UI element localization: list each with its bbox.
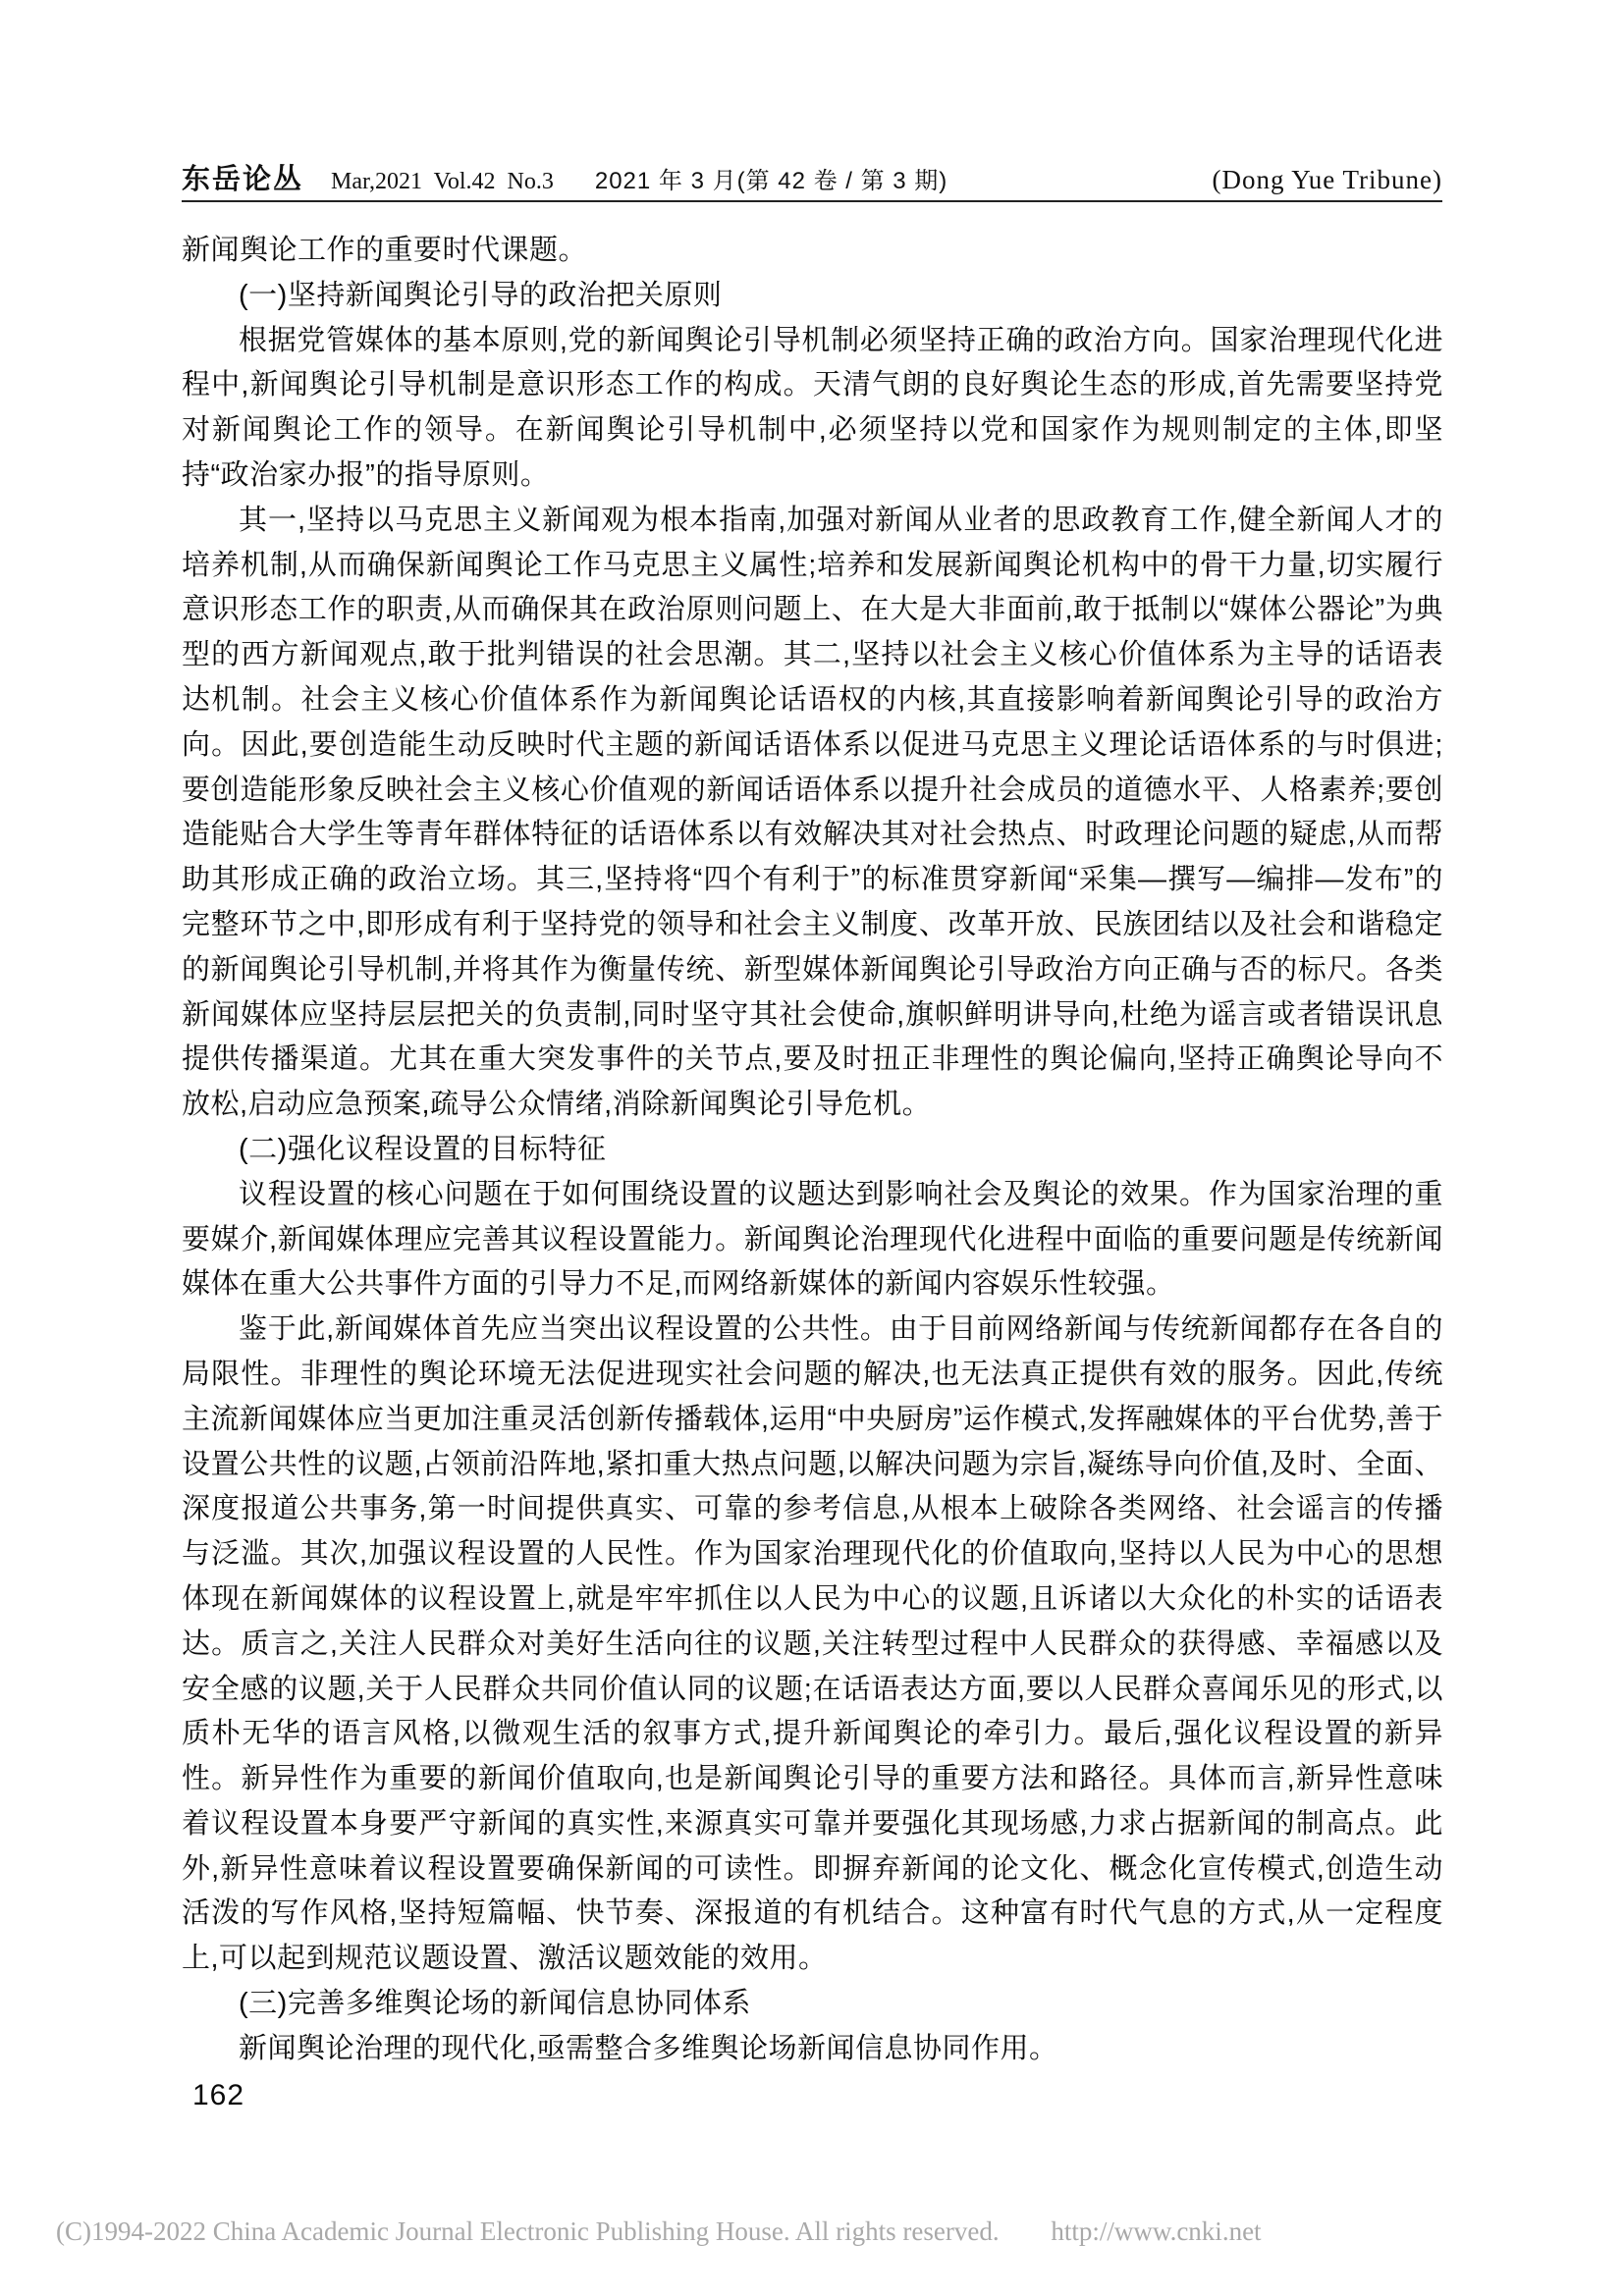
paragraph: 新闻舆论治理的现代化,亟需整合多维舆论场新闻信息协同作用。 (239, 2032, 1058, 2064)
footer-copyright: (C)1994-2022 China Academic Journal Electronic Publishing House. All rights reserved. (56, 2216, 1000, 2246)
paragraph: 新闻舆论工作的重要时代课题。 (182, 235, 588, 266)
issue-info-cn: 2021 年 3 月(第 42 卷 / 第 3 期) (594, 168, 948, 194)
journal-name-cn: 东岳论丛 (182, 157, 303, 202)
section-heading: (二)强化议程设置的目标特征 (239, 1133, 607, 1165)
paragraph: 根据党管媒体的基本原则,党的新闻舆论引导机制必须坚持正确的政治方向。国家治理现代化进程中,新闻舆论引导机制是意识形态工作的构成。天清气朗的良好舆论生态的形成,首先需要坚持党对新闻舆论工作的领导。在新闻舆论引导机制中,必须坚持以党和国家作为规则制定的主体,即坚持“政治家办报”的指导原则。 (182, 324, 1443, 491)
section-heading: (一)坚持新闻舆论引导的政治把关原则 (239, 279, 723, 311)
section-heading: (三)完善多维舆论场的新闻信息协同体系 (239, 1988, 751, 2020)
article-body (182, 229, 1443, 2072)
issue-info-en: Mar,2021 Vol.42 No.3 (331, 169, 554, 194)
paragraph: 鉴于此,新闻媒体首先应当突出议程设置的公共性。由于目前网络新闻与传统新闻都存在各自的局限性。非理性的舆论环境无法促进现实社会问题的解决,也无法真正提供有效的服务。因此,传统主流新闻媒体应当更加注重灵活创新传播载体,运用“中央厨房”运作模式,发挥融媒体的平台优势,善于设置公共性的议题,占领前沿阵地,紧扣重大热点问题,以解决问题为宗旨,凝练导向价值,及时、全面、深度报道公共事务,第一时间提供真实、可靠的参考信息,从根本上破除各类网络、社会谣言的传播与泛滥。其次,加强议程设置的人民性。作为国家治理现代化的价值取向,坚持以人民为中心的思想体现在新闻媒体的议程设置上,就是牢牢抓住以人民为中心的议题,且诉诸以大众化的朴实的话语表达。质言之,关注人民群众对美好生活向往的议题,关注转型过程中人民群众的获得感、幸福感以及安全感的议题,关于人民群众共同价值认同的议题;在话语表达方面,要以人民群众喜闻乐见的形式,以质朴无华的语言风格,以微观生活的叙事方式,提升新闻舆论的牵引力。最后,强化议程设置的新异性。新异性作为重要的新闻价值取向,也是新闻舆论引导的重要方法和路径。具体而言,新异性意味着议程设置本身要严守新闻的真实性,来源真实可靠并要强化其现场感,力求占据新闻的制高点。此外,新异性意味着议程设置要确保新闻的可读性。即摒弃新闻的论文化、概念化宣传模式,创造生动活泼的写作风格,坚持短篇幅、快节奏、深报道的有机结合。这种富有时代气息的方式,从一定程度上,可以起到规范议题设置、激活议题效能的效用。 (182, 1313, 1443, 1975)
footer-url: http://www.cnki.net (1051, 2216, 1262, 2246)
journal-name-en: (Dong Yue Tribune) (1212, 165, 1442, 194)
paragraph: 议程设置的核心问题在于如何围绕设置的议题达到影响社会及舆论的效果。作为国家治理的重要媒介,新闻媒体理应完善其议程设置能力。新闻舆论治理现代化进程中面临的重要问题是传统新闻媒体在重大公共事件方面的引导力不足,而网络新媒体的新闻内容娱乐性较强。 (182, 1178, 1443, 1301)
page-footer (56, 2216, 1262, 2247)
page-header (182, 157, 1442, 202)
header-divider (182, 200, 1442, 202)
page-number: 162 (192, 2079, 245, 2111)
paragraph: 其一,坚持以马克思主义新闻观为根本指南,加强对新闻从业者的思政教育工作,健全新闻人才的培养机制,从而确保新闻舆论工作马克思主义属性;培养和发展新闻舆论机构中的骨干力量,切实履行意识形态工作的职责,从而确保其在政治原则问题上、在大是大非面前,敢于抵制以“媒体公器论”为典型的西方新闻观点,敢于批判错误的社会思潮。其二,坚持以社会主义核心价值体系为主导的话语表达机制。社会主义核心价值体系作为新闻舆论话语权的内核,其直接影响着新闻舆论引导的政治方向。因此,要创造能生动反映时代主题的新闻话语体系以促进马克思主义理论话语体系的与时俱进;要创造能形象反映社会主义核心价值观的新闻话语体系以提升社会成员的道德水平、人格素养;要创造能贴合大学生等青年群体特征的话语体系以有效解决其对社会热点、时政理论问题的疑虑,从而帮助其形成正确的政治立场。其三,坚持将“四个有利于”的标准贯穿新闻“采集—撰写—编排—发布”的完整环节之中,即形成有利于坚持党的领导和社会主义制度、改革开放、民族团结以及社会和谐稳定的新闻舆论引导机制,并将其作为衡量传统、新型媒体新闻舆论引导政治方向正确与否的标尺。各类新闻媒体应坚持层层把关的负责制,同时坚守其社会使命,旗帜鲜明讲导向,杜绝为谣言或者错误讯息提供传播渠道。尤其在重大突发事件的关节点,要及时扭正非理性的舆论偏向,坚持正确舆论导向不放松,启动应急预案,疏导公众情绪,消除新闻舆论引导危机。 (182, 504, 1443, 1121)
